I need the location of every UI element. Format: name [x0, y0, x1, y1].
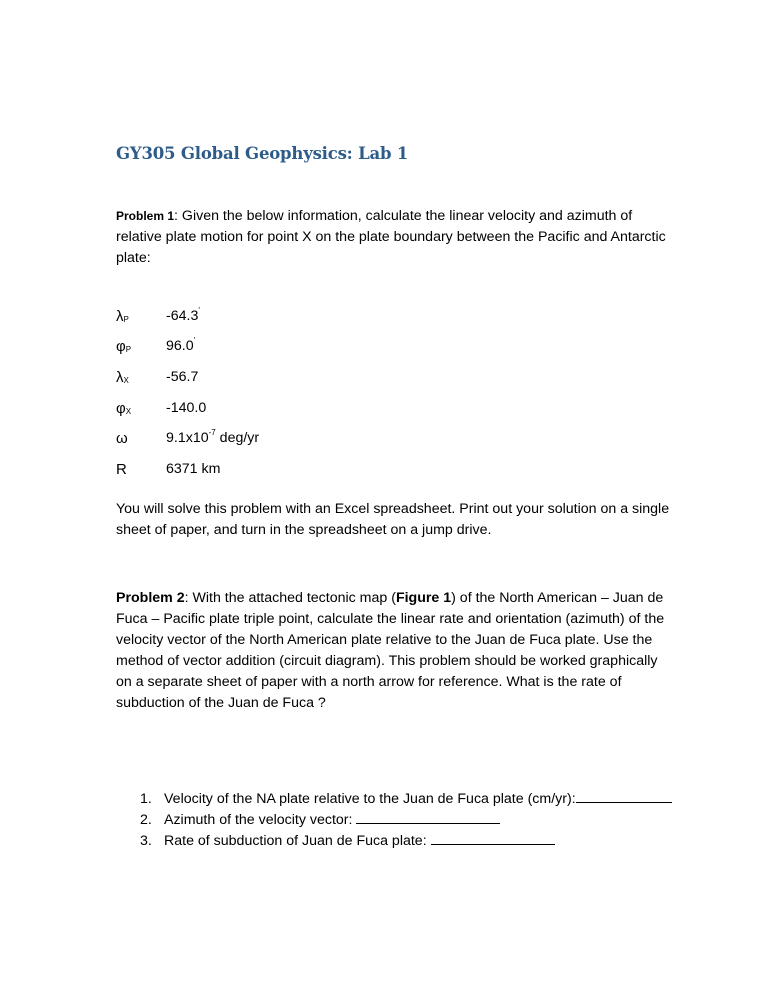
- variable-value: 6371 km: [166, 461, 221, 477]
- variable-symbol: $\lambda_X$: [116, 369, 129, 386]
- question-item: 2. Azimuth of the velocity vector:: [140, 809, 672, 830]
- variable-symbol: $\varphi_X$: [116, 400, 132, 417]
- variable-symbol: $\varphi_P$: [116, 338, 132, 355]
- variable-symbol: $\lambda_P$: [116, 308, 129, 325]
- question-list: [140, 788, 672, 851]
- variable-value: -140.0: [166, 400, 207, 416]
- excel-instructions: You will solve this problem with an Excel spreadsheet. Print out your solution on a single sheet of paper, and turn in the spreadsheet on a jump drive.: [116, 501, 670, 538]
- variable-value: -64.3': [166, 306, 200, 324]
- variable-symbol: R: [116, 461, 127, 478]
- question-item: 3. Rate of subduction of Juan de Fuca plate:: [140, 830, 672, 851]
- figure-reference: Figure 1: [395, 590, 452, 606]
- answer-blank[interactable]: [356, 809, 500, 824]
- answer-blank[interactable]: [576, 788, 672, 803]
- question-item: 1. Velocity of the NA plate relative to the Juan de Fuca plate (cm/yr):: [140, 788, 672, 809]
- variable-symbol: ω: [116, 430, 128, 447]
- problem-1-label: Problem 1: [116, 209, 175, 223]
- variable-value: -56.7: [166, 369, 199, 385]
- variable-value: 96.0': [166, 336, 196, 354]
- answer-blank[interactable]: [431, 830, 555, 845]
- problem-2-paragraph: Problem 2: With the attached tectonic map (Figure 1) of the North American – Juan de Fuca – Pacific plate triple point, calculate the linear rate and orientation (azimuth) of the velocity vector of the North American plate relative to the Juan de Fuca plate. Use the method of vector addition (circuit diagram). This problem should be worked graphically on a separate sheet of paper with a north arrow for reference. What is the rate of subduction of the Juan de Fuca ?: [116, 590, 665, 711]
- variable-value: $9.1x10^{-7}$ deg/yr: [166, 428, 260, 446]
- problem-1-text: : Given the below information, calculate the linear velocity and azimuth of relative plate motion for point X on the plate boundary between the Pacific and Antarctic plate:: [116, 208, 666, 266]
- document-title: GY305 Global Geophysics: Lab 1: [116, 144, 409, 163]
- problem-2-label: Problem 2: [116, 590, 185, 606]
- problem-1-paragraph: [116, 206, 676, 269]
